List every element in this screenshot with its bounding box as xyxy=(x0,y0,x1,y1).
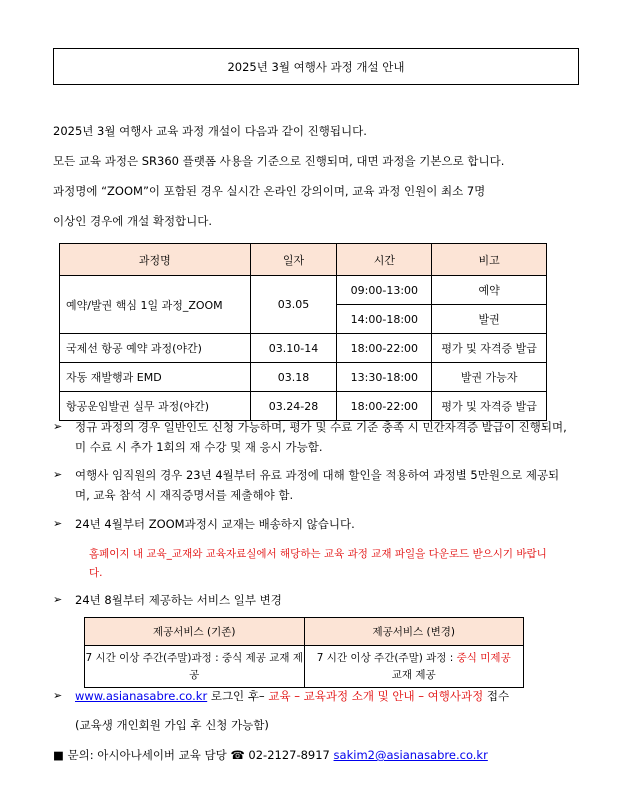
document-title-box xyxy=(53,48,579,85)
course-note: 발권 xyxy=(432,305,547,334)
course-date: 03.18 xyxy=(250,363,337,392)
course-time: 14:00-18:00 xyxy=(337,305,432,334)
service-table xyxy=(84,617,524,688)
website-link[interactable]: www.asianasabre.co.kr xyxy=(75,689,208,703)
bullet-discount xyxy=(53,465,570,505)
header-date: 일자 xyxy=(250,244,337,276)
arrow-bullet-icon: ➢ xyxy=(53,420,63,433)
bullet-website xyxy=(53,686,570,706)
header-note: 비고 xyxy=(432,244,547,276)
contact-email-link[interactable]: sakim2@asianasabre.co.kr xyxy=(333,748,488,762)
course-time: 18:00-22:00 xyxy=(337,334,432,363)
course-name: 예약/발권 핵심 1일 과정_ZOOM xyxy=(60,276,251,334)
membership-note: (교육생 개인회원 가입 후 신청 가능함) xyxy=(75,718,269,732)
course-time: 09:00-13:00 xyxy=(337,276,432,305)
bullet-text: 여행사 임직원의 경우 23년 4월부터 유료 과정에 대해 할인을 적용하여 과정별 5만원으로 제공되며, 교육 참석 시 재직증명서를 제출해야 함. xyxy=(75,468,560,502)
course-name: 국제선 항공 예약 과정(야간) xyxy=(60,334,251,363)
bullet-text: 24년 8월부터 제공하는 서비스 일부 변경 xyxy=(75,593,282,607)
bullet-text xyxy=(75,686,570,706)
contact-label: ■ 문의: 아시아나세이버 교육 담당 ☎ 02-2127-8917 xyxy=(53,748,334,762)
bullet-certification xyxy=(53,417,570,457)
bullet-zoom-materials xyxy=(53,514,570,534)
service-after-suffix: 교재 제공 xyxy=(391,668,436,681)
document-title: 2025년 3월 여행사 과정 개설 안내 xyxy=(227,59,405,74)
arrow-bullet-icon: ➢ xyxy=(53,689,63,702)
table-row xyxy=(60,334,547,363)
service-after-prefix: 7 시간 이상 주간(주말) 과정 : xyxy=(316,651,457,664)
course-note: 평가 및 자격증 발급 xyxy=(432,392,547,421)
bullet-text: 24년 4월부터 ZOOM과정시 교재는 배송하지 않습니다. xyxy=(75,517,355,531)
service-table-header xyxy=(85,618,524,646)
course-date: 03.05 xyxy=(250,276,337,334)
header-course-name: 과정명 xyxy=(60,244,251,276)
intro-line-3: 과정명에 “ZOOM”이 포함된 경우 실시간 온라인 강의이며, 교육 과정 인원이 최소 7명 xyxy=(53,184,486,198)
header-service-after: 제공서비스 (변경) xyxy=(304,618,524,646)
header-time: 시간 xyxy=(337,244,432,276)
intro-line-1: 2025년 3월 여행사 교육 과정 개설이 다음과 같이 진행됩니다. xyxy=(53,124,367,138)
website-path: 교육 – 교육과정 소개 및 안내 – 여행사과정 xyxy=(268,689,484,703)
table-row xyxy=(60,276,547,305)
course-date: 03.10-14 xyxy=(250,334,337,363)
header-service-before: 제공서비스 (기존) xyxy=(85,618,305,646)
course-note: 발권 가능자 xyxy=(432,363,547,392)
course-name: 자동 재발행과 EMD xyxy=(60,363,251,392)
intro-line-2: 모든 교육 과정은 SR360 플랫폼 사용을 기준으로 진행되며, 대면 과정을 기본으로 합니다. xyxy=(53,154,505,168)
table-row xyxy=(85,646,524,688)
course-note: 예약 xyxy=(432,276,547,305)
service-before-text: 7 시간 이상 주간(주말)과정 : 중식 제공 교재 제공 xyxy=(85,651,304,681)
bullet-text: 정규 과정의 경우 일반인도 신청 가능하며, 평가 및 수료 기준 충족 시 민간자격증 발급이 진행되며, 미 수료 시 추가 1회의 재 수강 및 재 응시 가능함. xyxy=(75,420,567,454)
course-time: 18:00-22:00 xyxy=(337,392,432,421)
course-time: 13:30-18:00 xyxy=(337,363,432,392)
course-table xyxy=(59,243,547,421)
contact-line xyxy=(53,747,488,763)
course-date: 03.24-28 xyxy=(250,392,337,421)
service-before xyxy=(85,646,305,688)
website-login: 로그인 후– xyxy=(207,689,269,703)
arrow-bullet-icon: ➢ xyxy=(53,593,63,606)
table-row xyxy=(60,363,547,392)
arrow-bullet-icon: ➢ xyxy=(53,517,63,530)
arrow-bullet-icon: ➢ xyxy=(53,468,63,481)
service-after xyxy=(304,646,524,688)
bullet-service-change xyxy=(53,590,570,610)
intro-line-4: 이상인 경우에 개설 확정합니다. xyxy=(53,214,213,228)
course-note: 평가 및 자격증 발급 xyxy=(432,334,547,363)
course-table-header xyxy=(60,244,547,276)
website-suffix: 접수 xyxy=(483,689,510,703)
course-name: 항공운임발권 실무 과정(야간) xyxy=(60,392,251,421)
service-after-lunch: 중식 미제공 xyxy=(456,651,511,664)
zoom-download-note: 홈페이지 내 교육_교재와 교육자료실에서 해당하는 교육 과정 교재 파일을 다운로드 받으시기 바랍니다. xyxy=(89,548,547,579)
